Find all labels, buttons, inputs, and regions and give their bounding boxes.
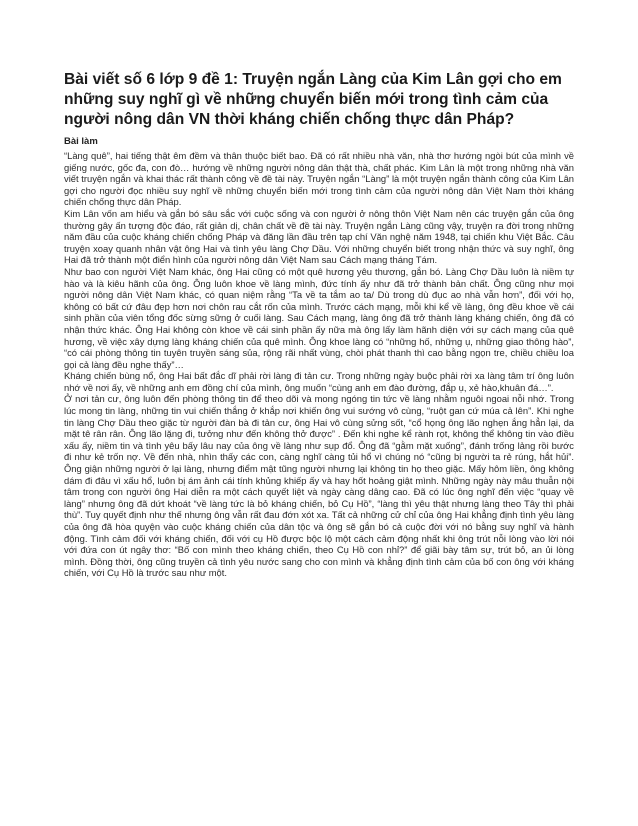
- paragraph-1: “Làng quê”, hai tiếng thật êm đềm và thân thuộc biết bao. Đã có rất nhiều nhà văn, nhà thơ hướng ngòi bút của mình về giếng nước, gốc đa, con đò… hướng về những người nông dân thật thà, chất phác. Kim Lân là một trong những nhà văn viết truyện ngắn và khai thác rất thành công về đề tài này. Truyện ngắn “Làng” là một truyện ngắn thành công của Kim Lân gợi cho người đọc nhiều suy nghĩ về những chuyển biến mới trong tình cảm của người nông dân Việt Nam thời kháng chiến chống thực dân Pháp.: [64, 150, 574, 208]
- paragraph-2: Kim Lân vốn am hiểu và gắn bó sâu sắc với cuộc sống và con người ở nông thôn Việt Nam nên các truyện gắn của ông thường gây ấn tượng độc đáo, rất giản dị, chân chất về đề tài này. Truyện ngắn Làng cũng vậy, truyện ra đời trong những năm đầu của cuộc kháng chiến chống Pháp và đăng lần đầu trên tạp chí Văn nghệ năm 1948, tại chiến khu Việt Bắc. Câu truyện xoay quanh nhân vật ông Hai và tình yêu làng Chợ Dầu. Với những chuyển biết trong nhận thức và suy nghĩ, ông Hai đã trở thành một điển hình của người nông dân Việt Nam sau Cách mạng tháng Tám.: [64, 207, 574, 266]
- paragraph-5: Ở nơi tản cư, ông luôn đến phòng thông tin để theo dõi và mong ngóng tin tức về làng nhằm nguôi ngoai nỗi nhớ. Trong lúc mong tin làng, những tin vui chiến thắng ở khắp nơi khiến ông vui sướng vô cùng, “ruột gan cứ múa cả lên”. Khi nghe tin làng Chợ Dầu theo giặc từ người đàn bà đi tản cư, ông Hai vô cùng sửng sốt, “cổ họng ông lão nghẹn ắng hẳn lại, da mặt tê rân rân. Ông lão lặng đi, tưởng như đến không thở được” . Đến khi nghe kể rành rọt, không thể không tin vào điều xấu ấy, niềm tin và tình yêu bấy lâu nay của ông về làng như sụp đổ. Ông đã “gằm mặt xuống”, đánh trống lảng rồi bước đi như kẻ trốn nợ. Về đến nhà, nhìn thấy các con, càng nghĩ càng tủi hổ vì chúng nó “cũng bị người ta rẻ rúng, hắt hủi”. Ông giận những người ở lại làng, nhưng điểm mật tũng người nhưng lại không tin họ theo giặc. Mấy hôm liền, ông không dám đi đâu vì xấu hổ, luôn bị ám ảnh cái tính khủng khiếp ấy và hay hốt hoảng giật mình. Những ngày này mâu thuẫn nội tâm trong con người ông Hai diễn ra một cách quyết liệt và ngày càng dâng cao. Đã có lúc ông nghĩ đến việc “quay về làng” nhưng ông đã dứt khoát “về làng tức là bỏ kháng chiến, bỏ Cụ Hồ”, “làng thì yêu thật nhưng làng theo Tây thì phải thù”. Tuy quyết định như thế nhưng ông vẫn rất đau đớn xót xa. Tất cả những cử chỉ của ông Hai khẳng định tình yêu làng của ông đã hòa quyện vào cuộc kháng chiến của dân tộc và ông sẽ gắn bó cả cuộc đời với nó bằng suy nghĩ và hành động. Tình cảm đối với kháng chiến, đối với cụ Hồ được bộc lộ một cách cảm động nhất khi ông trút nỗi lòng vào lời nói với đứa con út ngây thơ: “Bố con mình theo kháng chiến, theo Cụ Hồ con nhỉ?” để giãi bày tâm sự, trút bỏ, an ủi lòng mình. Đồng thời, ông cũng truyền cả tình yêu nước sang cho con mình và khẳng định tình cảm của bố con ông với kháng chiến, với Cụ Hồ là trước sau như một.: [64, 393, 574, 579]
- document-page: [64, 70, 574, 579]
- paragraph-4: Kháng chiến bùng nổ, ông Hai bất đắc dĩ phải rời làng đi tản cư. Trong những ngày buộc phải rời xa làng tâm trí ông luôn nhớ về nơi ấy, về những anh em đồng chí của mình, ông muốn “cùng anh em đào đường, đắp ụ, xẻ hào,khuân đá…”.: [64, 370, 574, 393]
- document-title: Bài viết số 6 lớp 9 đề 1: Truyện ngắn Làng của Kim Lân gợi cho em những suy nghĩ gì về những chuyển biến mới trong tình cảm của người nông dân VN thời kháng chiến chống thực dân Pháp?: [64, 71, 562, 128]
- section-label: Bài làm: [64, 136, 98, 147]
- paragraph-3: Như bao con người Việt Nam khác, ông Hai cũng có một quê hương yêu thương, gắn bó. Làng Chợ Dầu luôn là niềm tự hào và là kiêu hãnh của ông. Ông luôn khoe về làng mình, đức tính ấy như đã trở thành bản chất. Ông cũng như mọi người nông dân Việt Nam khác, có quan niệm rằng “Ta về ta tắm ao ta/ Dù trong dù đục ao nhà vẫn hơn”, đối với họ, không có bất cứ đâu đẹp hơn nơi chôn rau cắt rốn của mình. Trước cách mạng, mỗi khi kể về làng, ông đều khoe về cái sinh phần của viên tổng đốc sừng sững ở cuối làng. Sau Cách mạng, làng ông đã trở thành làng kháng chiến, ông đã có nhận thức khác. Ông Hai không còn khoe về cái sinh phần ấy nữa mà ông lấy làm hãnh diện với sự cách mạng của quê hương, về việc xây dựng làng kháng chiến của quê mình. Ông khoe làng có “những hố, những ụ, những giao thông hào”, “có cái phòng thông tin tuyên truyền sáng sủa, rộng rãi nhất vùng, chòi phát thanh thì cao bằng ngọn tre, chiều chiều loa gọi cả làng đều nghe thấy”…: [64, 265, 574, 370]
